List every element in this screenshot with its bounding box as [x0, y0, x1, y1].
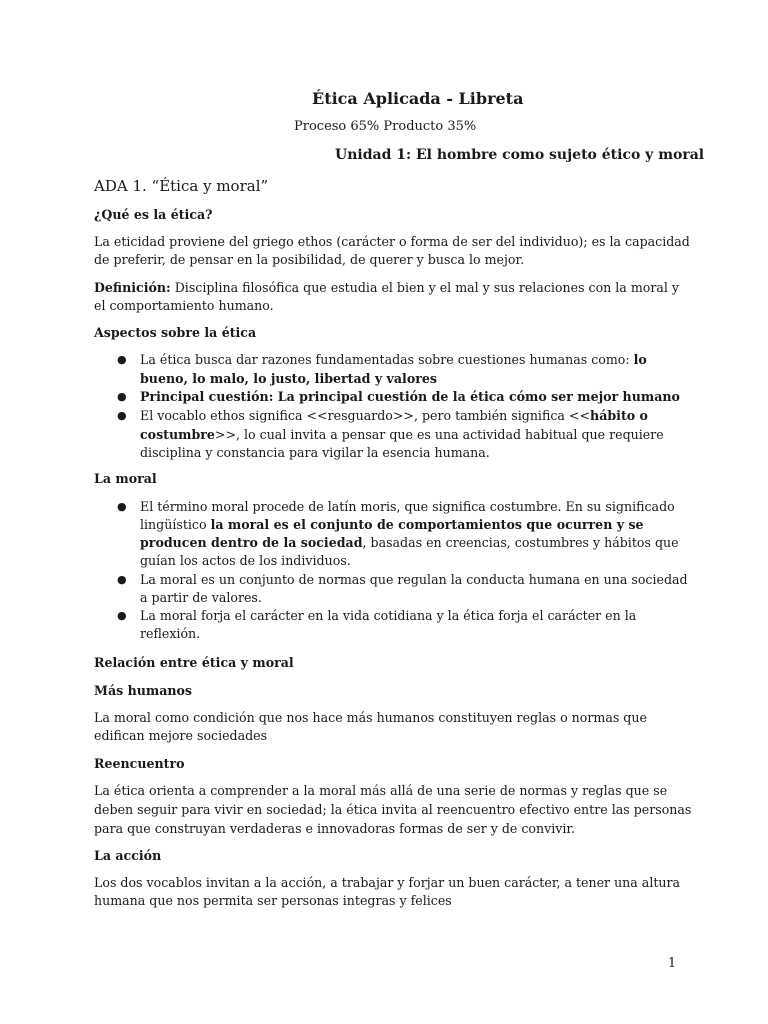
- bullet-line: costumbre>>, lo cual invita a pensar que es una actividad habitual que requiere: [140, 427, 664, 442]
- paragraph-line: de preferir, de pensar en la posibilidad, de querer y busca lo mejor.: [94, 252, 525, 267]
- bullet-line: guían los actos de los individuos.: [140, 553, 351, 568]
- bullet-line: reflexión.: [140, 626, 201, 641]
- paragraph-line: deben seguir para vivir en sociedad; la ética invita al reencuentro efectivo entre las personas: [94, 802, 692, 817]
- section-heading-que-es-etica: ¿Qué es la ética?: [94, 207, 213, 222]
- bullet-line: El término moral procede de latín moris, que significa costumbre. En su significado: [140, 499, 675, 514]
- bullet-icon: ●: [117, 353, 127, 366]
- bullet-icon: ●: [117, 609, 127, 622]
- paragraph-line: La moral como condición que nos hace más humanos constituyen reglas o normas que: [94, 710, 647, 725]
- bullet-line: La moral forja el carácter en la vida cotidiana y la ética forja el carácter en la: [140, 608, 637, 623]
- bullet-icon: ●: [117, 409, 127, 422]
- bullet-line: producen dentro de la sociedad, basadas en creencias, costumbres y hábitos que: [140, 535, 679, 550]
- paragraph-line: La ética orienta a comprender a la moral más allá de una serie de normas y reglas que se: [94, 783, 668, 798]
- unit-heading: Unidad 1: El hombre como sujeto ético y moral: [335, 147, 705, 163]
- bullet-line: La moral es un conjunto de normas que regulan la conducta humana en una sociedad: [140, 572, 688, 587]
- section-heading-mas-humanos: Más humanos: [94, 683, 193, 698]
- definition-line: el comportamiento humano.: [94, 298, 274, 313]
- grading-line: Proceso 65% Producto 35%: [294, 119, 477, 134]
- bullet-line: bueno, lo malo, lo justo, libertad y valores: [140, 371, 437, 386]
- document-title: Ética Aplicada - Libreta: [312, 89, 524, 108]
- bullet-line: lingüístico la moral es el conjunto de comportamientos que ocurren y se: [140, 517, 644, 532]
- bullet-line: Principal cuestión: La principal cuestión de la ética cómo ser mejor humano: [140, 389, 680, 404]
- bullet-icon: ●: [117, 573, 127, 586]
- bullet-line: El vocablo ethos significa <<resguardo>>, pero también significa <<hábito o: [140, 408, 648, 423]
- section-heading-aspectos: Aspectos sobre la ética: [94, 325, 257, 340]
- section-heading-moral: La moral: [94, 471, 157, 486]
- section-heading-reencuentro: Reencuentro: [94, 756, 185, 771]
- bullet-line: La ética busca dar razones fundamentadas sobre cuestiones humanas como: lo: [140, 352, 647, 367]
- section-heading-accion: La acción: [94, 848, 162, 863]
- bullet-icon: ●: [117, 390, 127, 403]
- ada-heading: ADA 1. “Ética y moral”: [94, 177, 269, 195]
- definition-line: Definición: Disciplina filosófica que estudia el bien y el mal y sus relaciones con la moral y: [94, 280, 680, 295]
- definition-label: Definición:: [94, 280, 171, 295]
- page-number: 1: [668, 955, 677, 970]
- paragraph-line: para que construyan verdaderas e innovadoras formas de ser y de convivir.: [94, 821, 576, 836]
- paragraph-line: edifican mejore sociedades: [94, 728, 268, 743]
- paragraph-line: La eticidad proviene del griego ethos (carácter o forma de ser del individuo); es la capacidad: [94, 234, 690, 249]
- section-heading-relacion: Relación entre ética y moral: [94, 655, 294, 670]
- bullet-line: a partir de valores.: [140, 590, 262, 605]
- paragraph-line: Los dos vocablos invitan a la acción, a trabajar y forjar un buen carácter, a tener una altura: [94, 875, 681, 890]
- bullet-icon: ●: [117, 500, 127, 513]
- bullet-line: disciplina y constancia para vigilar la esencia humana.: [140, 445, 490, 460]
- paragraph-line: humana que nos permita ser personas integras y felices: [94, 893, 452, 908]
